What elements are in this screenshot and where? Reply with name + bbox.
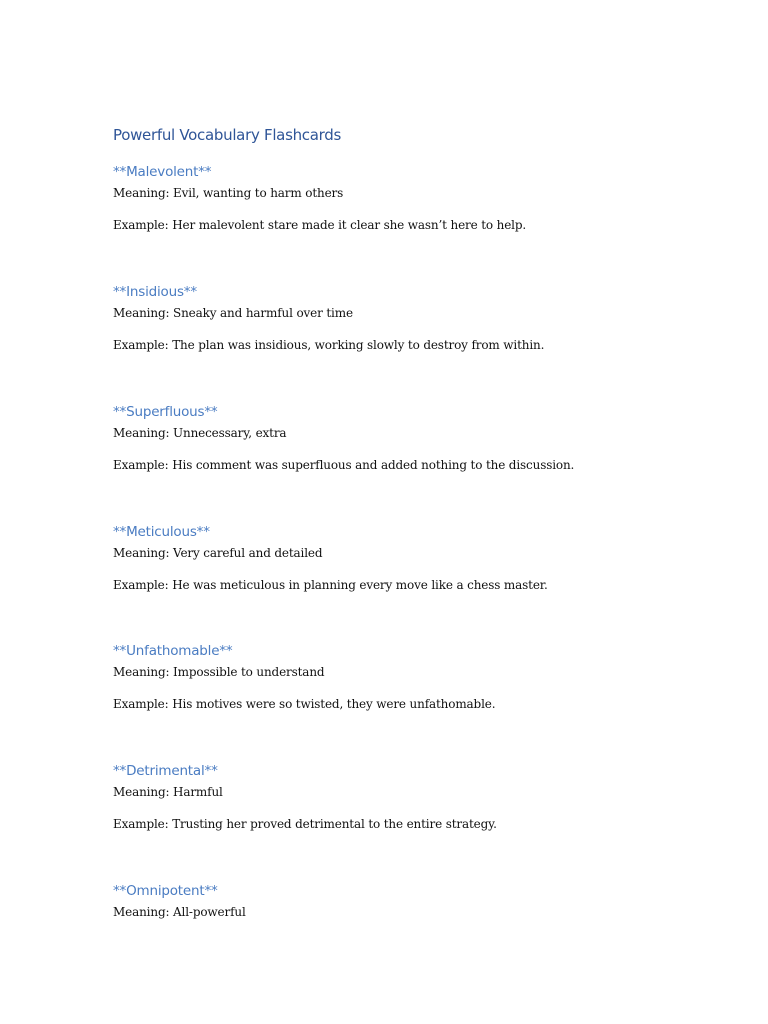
flashcard-example: Example: He was meticulous in planning every move like a chess master. <box>113 578 548 592</box>
flashcard <box>113 641 733 712</box>
flashcard-meaning: Meaning: Very careful and detailed <box>113 546 323 560</box>
flashcard-example: Example: His motives were so twisted, they were unfathomable. <box>113 697 496 711</box>
flashcard-term: **Omnipotent** <box>113 883 218 899</box>
flashcard-term: **Superfluous** <box>113 404 218 420</box>
flashcard-meaning: Meaning: Sneaky and harmful over time <box>113 306 353 320</box>
flashcard-meaning: Meaning: All-powerful <box>113 905 246 919</box>
flashcard <box>113 761 733 832</box>
flashcard-example: Example: The plan was insidious, working slowly to destroy from within. <box>113 338 545 352</box>
flashcard-meaning: Meaning: Harmful <box>113 785 223 799</box>
flashcard-example: Example: Trusting her proved detrimental to the entire strategy. <box>113 817 497 831</box>
flashcard-term: **Detrimental** <box>113 763 218 779</box>
flashcard-term: **Insidious** <box>113 284 197 300</box>
flashcard-meaning: Meaning: Unnecessary, extra <box>113 426 287 440</box>
flashcard-meaning: Meaning: Impossible to understand <box>113 665 325 679</box>
flashcard-term: **Unfathomable** <box>113 643 233 659</box>
flashcard <box>113 881 733 920</box>
flashcard-term: **Meticulous** <box>113 524 210 540</box>
flashcard-example: Example: Her malevolent stare made it clear she wasn’t here to help. <box>113 218 527 232</box>
document-title: Powerful Vocabulary Flashcards <box>113 126 341 144</box>
flashcard <box>113 282 733 353</box>
flashcard-term: **Malevolent** <box>113 164 212 180</box>
flashcard <box>113 522 733 593</box>
flashcard-example: Example: His comment was superfluous and added nothing to the discussion. <box>113 458 575 472</box>
flashcard-meaning: Meaning: Evil, wanting to harm others <box>113 186 344 200</box>
flashcard <box>113 402 733 473</box>
flashcard <box>113 162 733 233</box>
